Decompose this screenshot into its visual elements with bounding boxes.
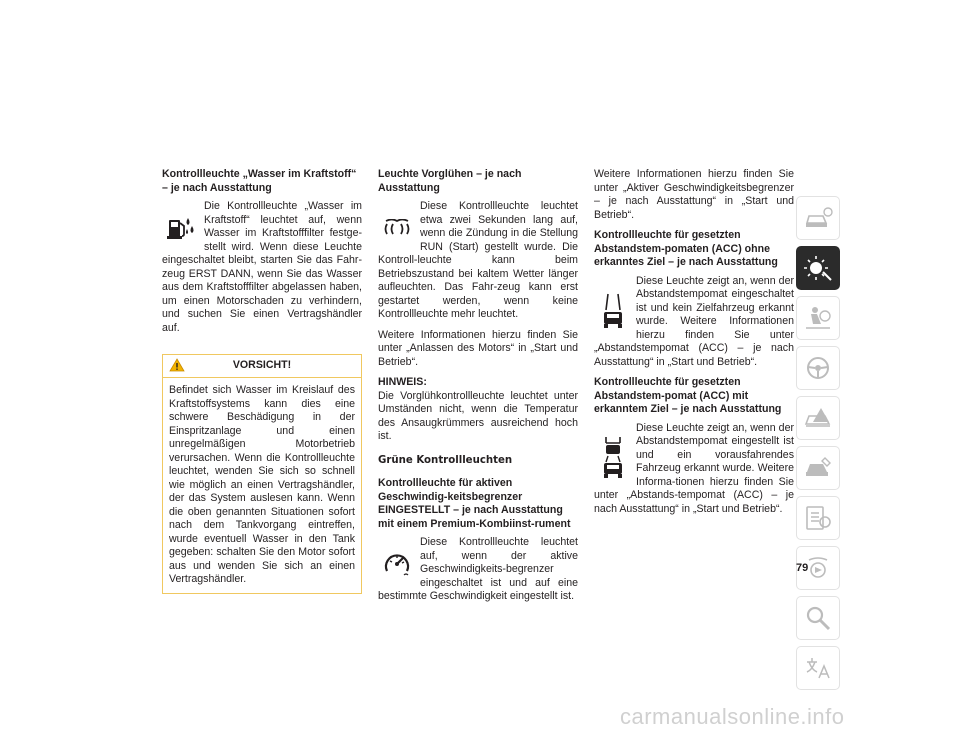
- warning-lights-icon: [803, 254, 833, 282]
- tab-emergency[interactable]: [796, 396, 840, 440]
- glow-plug-text: Diese Kontrollleuchte leuchtet etwa zwei Sekunden lang auf, wenn die Zündung in die Stellung RUN (Start) gestellt wurde. Die Kontroll-leuchte kann beim Betriebszustand bei kaltem Wetter länger aufleuchten. Das Fahr-zeug kann erst gestartet werden, wenn keine Kontrollleuchte mehr leuchtet.: [378, 200, 578, 320]
- car-service-icon: [803, 454, 833, 482]
- caution-box: [162, 354, 362, 594]
- water-in-fuel-heading: Kontrollleuchte „Wasser im Kraftstoff“ – je nach Ausstattung: [162, 168, 357, 194]
- acc-no-target-heading: Kontrollleuchte für gesetzten Abstandstem-pomaten (ACC) ohne erkanntes Ziel – je nach Ausstattung: [594, 229, 778, 268]
- chapter-tabs: [796, 196, 842, 696]
- note-label: HINWEIS:: [378, 376, 427, 388]
- glow-plug-reference: Weitere Informationen hierzu finden Sie unter „Anlassen des Motors“ in „Start und Betrieb“.: [378, 328, 578, 368]
- tab-languages[interactable]: [796, 646, 840, 690]
- acc-no-target-icon: [594, 281, 632, 339]
- green-lights-heading: Grüne Kontrollleuchten: [378, 454, 513, 466]
- acc-target-detected-icon: [594, 428, 632, 486]
- safety-airbag-icon: [803, 304, 833, 332]
- speed-limiter-icon: [378, 542, 416, 586]
- caution-title: VORSICHT!: [232, 359, 292, 371]
- speed-limiter-reference: Weitere Informationen hierzu finden Sie unter „Aktiver Geschwindigkeitsbegrenzer – je nach Ausstattung“ in „Start und Betrieb“.: [594, 168, 794, 221]
- column-middle: [378, 168, 578, 611]
- water-in-fuel-text: Die Kontrollleuchte „Wasser im Kraftstoff“ leuchtet auf, wenn Wasser im Kraftstofffilter festge-stellt wird. Wenn diese Leuchte eingeschaltet bleibt, starten Sie das Fahr-zeug ERST DANN, wenn Sie das Wasser aus dem Kraftstofffilter abgelassen haben, um einen Motorschaden zu verhindern, und suchen Sie einen Vertragshändler auf.: [162, 200, 362, 334]
- tab-warning-lights[interactable]: [796, 246, 840, 290]
- specifications-icon: [803, 504, 833, 532]
- tab-service[interactable]: [796, 446, 840, 490]
- speed-limiter-text: Diese Kontrollleuchte leuchtet auf, wenn der aktive Geschwindigkeits-begrenzer eingeschaltet ist und auf eine bestimmte Geschwindigkeit eingestellt ist.: [378, 536, 578, 602]
- page-number: 79: [796, 562, 809, 574]
- column-left: [162, 168, 362, 594]
- tab-specifications[interactable]: [796, 496, 840, 540]
- caution-text: Befindet sich Wasser im Kreislauf des Kraftstoffsystems kann dies eine schwere Beschädigung in der Einspritzanlage und einen unregelmäßigen Motorbetrieb verursachen. Wenn die Kontrollleuchte leuchtet, wenden Sie sich so schnell wie möglich an einen Vertragshändler, der das System auslesen kann. Wenn die oben genannten Situationen sofort nach dem Tankvorgang eintreffen, wurde eventuell Wasser in den Tank gegeben: schalten Sie den Motor sofort aus und wenden Sie sich an einen Vertragshändler.: [169, 384, 355, 585]
- water-in-fuel-icon: [162, 206, 200, 250]
- emergency-icon: [803, 404, 833, 432]
- column-right: [594, 168, 794, 523]
- steering-wheel-icon: [803, 354, 833, 382]
- tab-safety[interactable]: [796, 296, 840, 340]
- search-index-icon: [803, 604, 833, 632]
- acc-target-heading: Kontrollleuchte für gesetzten Abstandstem-pomat (ACC) mit erkanntem Ziel – je nach Ausstattung: [594, 376, 782, 415]
- tab-steering[interactable]: [796, 346, 840, 390]
- tab-search-index[interactable]: [796, 596, 840, 640]
- glow-plug-heading: Leuchte Vorglühen – je nach Ausstattung: [378, 168, 522, 194]
- car-info-icon: [803, 205, 833, 231]
- languages-icon: [803, 654, 833, 682]
- tab-car-info[interactable]: [796, 196, 840, 240]
- caution-header: [163, 355, 361, 378]
- acc-target-text: Diese Leuchte zeigt an, wenn der Abstandstempomat eingestellt ist und ein vorausfahrendes Fahrzeug erkannt wurde. Weitere Informa-tionen hierzu finden Sie unter „Abstands-tempomat (ACC) – je nach Ausstattung“ in „Start und Betrieb“.: [594, 421, 794, 515]
- note-text: Die Vorglühkontrollleuchte leuchtet unter Umständen nicht, wenn die Temperatur des Ansaugkrümmers ausreichend hoch ist.: [378, 389, 578, 442]
- glow-plug-icon: [378, 206, 416, 250]
- speed-limiter-heading: Kontrollleuchte für aktiven Geschwindig-keitsbegrenzer EINGESTELLT – je nach Ausstattung mit einem Premium-Kombiinst-rument: [378, 477, 571, 530]
- watermark: carmanualsonline.info: [620, 704, 845, 729]
- acc-no-target-text: Diese Leuchte zeigt an, wenn der Abstandstempomat eingeschaltet ist und kein Zielfahrzeug erkannt wurde. Weitere Informationen hierzu finden Sie unter „Abstandstempomat (ACC) – je nach Ausstattung“ in „Start und Betrieb“.: [594, 274, 794, 368]
